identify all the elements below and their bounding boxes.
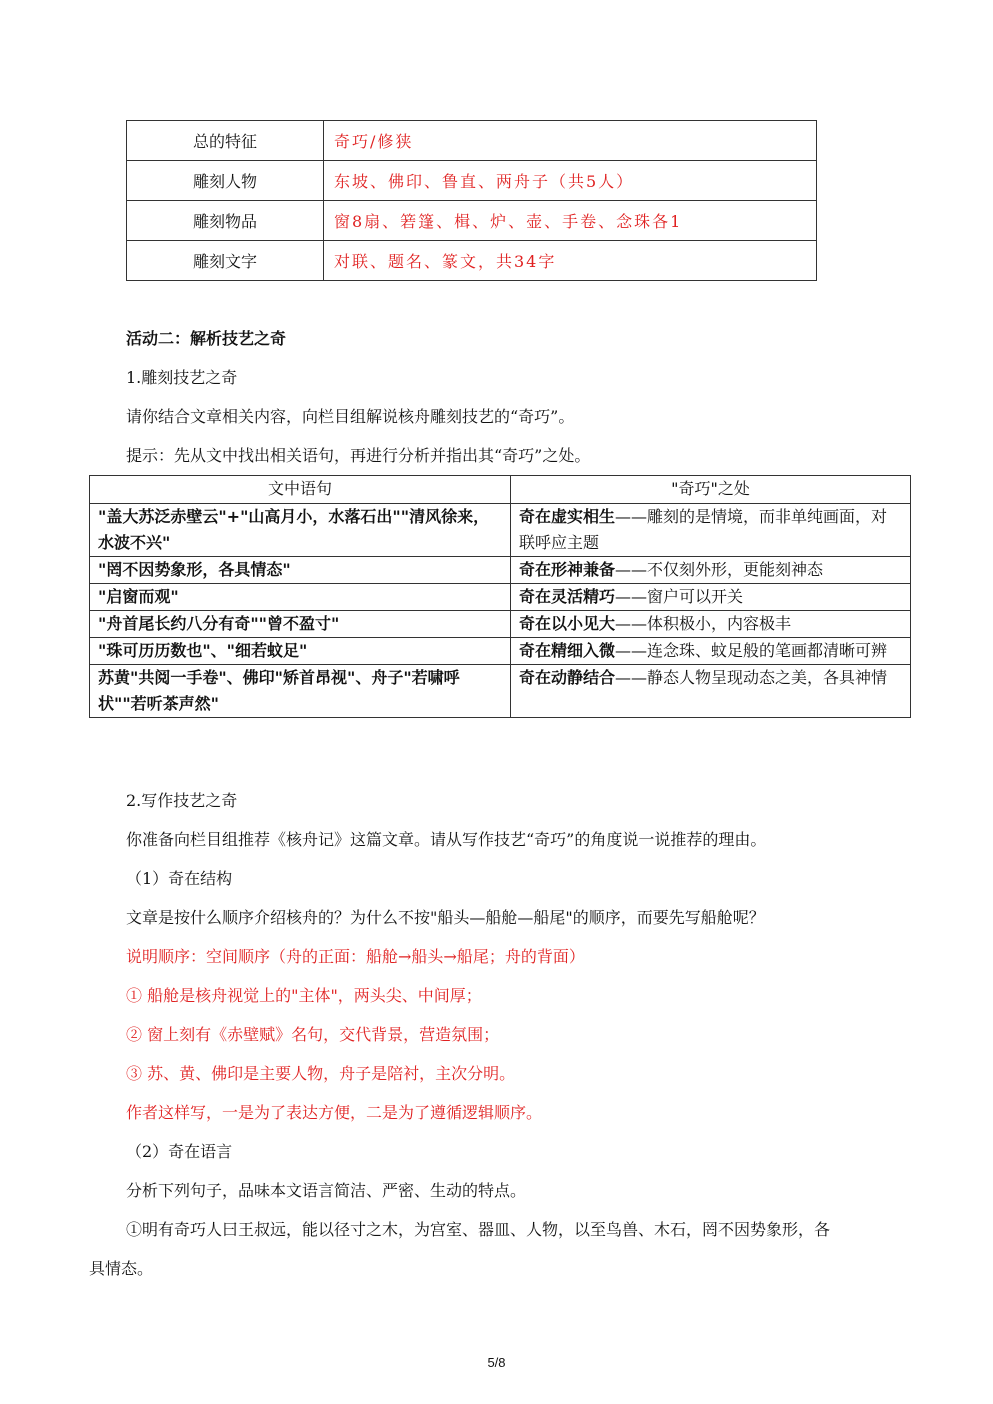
analysis-desc: ——雕刻的是情境，而非单纯画面，对联呼应主题 [519,507,888,552]
subsection-1-title: 1.雕刻技艺之奇 [126,368,238,387]
quote-cell: "启窗而观" [90,584,511,611]
analysis-desc: ——不仅刻外形，更能刻神态 [615,560,824,579]
quote-cell: "罔不因势象形，各具情态" [90,557,511,584]
analysis-cell [511,557,911,584]
row-value: 奇巧/修狭 [324,121,817,161]
analysis-cell [511,665,911,718]
answer-line: ② 窗上刻有《赤壁赋》名句，交代背景，营造氛围； [126,1025,500,1044]
quote-cell: "珠可历历数也"、"细若蚊足" [90,638,511,665]
table-row [90,584,911,611]
subsection-2-title: 2.写作技艺之奇 [126,791,238,810]
item-structure: （1）奇在结构 [126,869,233,888]
quote-cell: 苏黄"共阅一手卷"、佛印"矫首昂视"、舟子"若啸呼状""若听茶声然" [90,665,511,718]
table-row [127,161,817,201]
table-row [127,241,817,281]
table-row [127,201,817,241]
summary-table [126,120,817,281]
instruction-paragraph: 请你结合文章相关内容，向栏目组解说核舟雕刻技艺的“奇巧”。 [126,407,575,426]
sentence-1: ①明有奇巧人曰王叔远，能以径寸之木，为宫室、器皿、人物，以至鸟兽、木石，罔不因势象形，各 [126,1220,831,1239]
row-label: 雕刻人物 [127,161,324,201]
analysis-cell [511,584,911,611]
row-value: 东坡、佛印、鲁直、两舟子（共5人） [324,161,817,201]
table-header: "奇巧"之处 [511,476,911,504]
answer-conclusion: 作者这样写，一是为了表达方便，二是为了遵循逻辑顺序。 [126,1103,543,1122]
analysis-point: 奇在虚实相生 [519,507,616,526]
activity-heading: 活动二：解析技艺之奇 [126,329,287,348]
analysis-table [89,475,911,718]
answer-line: 说明顺序：空间顺序（舟的正面：船舱→船头→船尾；舟的背面） [126,947,585,966]
row-label: 总的特征 [127,121,324,161]
row-value: 窗8扇、箬篷、楫、炉、壶、手卷、念珠各1 [324,201,817,241]
row-label: 雕刻文字 [127,241,324,281]
table-row [90,504,911,557]
analysis-point: 奇在精细入微 [519,641,616,660]
answer-line: ③ 苏、黄、佛印是主要人物，舟子是陪衬，主次分明。 [126,1064,516,1083]
analysis-desc: ——体积极小，内容极丰 [615,614,792,633]
analysis-point: 奇在形神兼备 [519,560,616,579]
analysis-point: 奇在以小见大 [519,614,616,633]
hint-paragraph: 提示：先从文中找出相关语句，再进行分析并指出其“奇巧”之处。 [126,446,591,465]
analysis-cell [511,638,911,665]
quote-cell: "舟首尾长约八分有奇""曾不盈寸" [90,611,511,638]
analysis-cell [511,611,911,638]
answer-line: ① 船舱是核舟视觉上的"主体"，两头尖、中间厚； [126,986,482,1005]
analysis-point: 奇在动静结合 [519,668,616,687]
row-label: 雕刻物品 [127,201,324,241]
structure-question: 文章是按什么顺序介绍核舟的？为什么不按"船头—船舱—船尾"的顺序，而要先写船舱呢？ [126,908,765,927]
row-value: 对联、题名、篆文，共34字 [324,241,817,281]
table-row [127,121,817,161]
analysis-cell [511,504,911,557]
page-number: 5/8 [487,1355,506,1370]
table-row [90,557,911,584]
sentence-1-continued: 具情态。 [89,1259,154,1278]
table-header: 文中语句 [90,476,511,504]
analysis-point: 奇在灵活精巧 [519,587,616,606]
table-row [90,638,911,665]
recommend-paragraph: 你准备向栏目组推荐《核舟记》这篇文章。请从写作技艺“奇巧”的角度说一说推荐的理由。 [126,830,767,849]
item-language: （2）奇在语言 [126,1142,233,1161]
table-row [90,611,911,638]
analysis-desc: ——窗户可以开关 [615,587,744,606]
analysis-desc: ——连念珠、蚊足般的笔画都清晰可辨 [615,641,888,660]
table-row [90,665,911,718]
quote-cell: "盖大苏泛赤壁云"+"山高月小，水落石出""清风徐来，水波不兴" [90,504,511,557]
analysis-desc: ——静态人物呈现动态之美，各具神情 [615,668,888,687]
language-instruction: 分析下列句子，品味本文语言简洁、严密、生动的特点。 [126,1181,527,1200]
